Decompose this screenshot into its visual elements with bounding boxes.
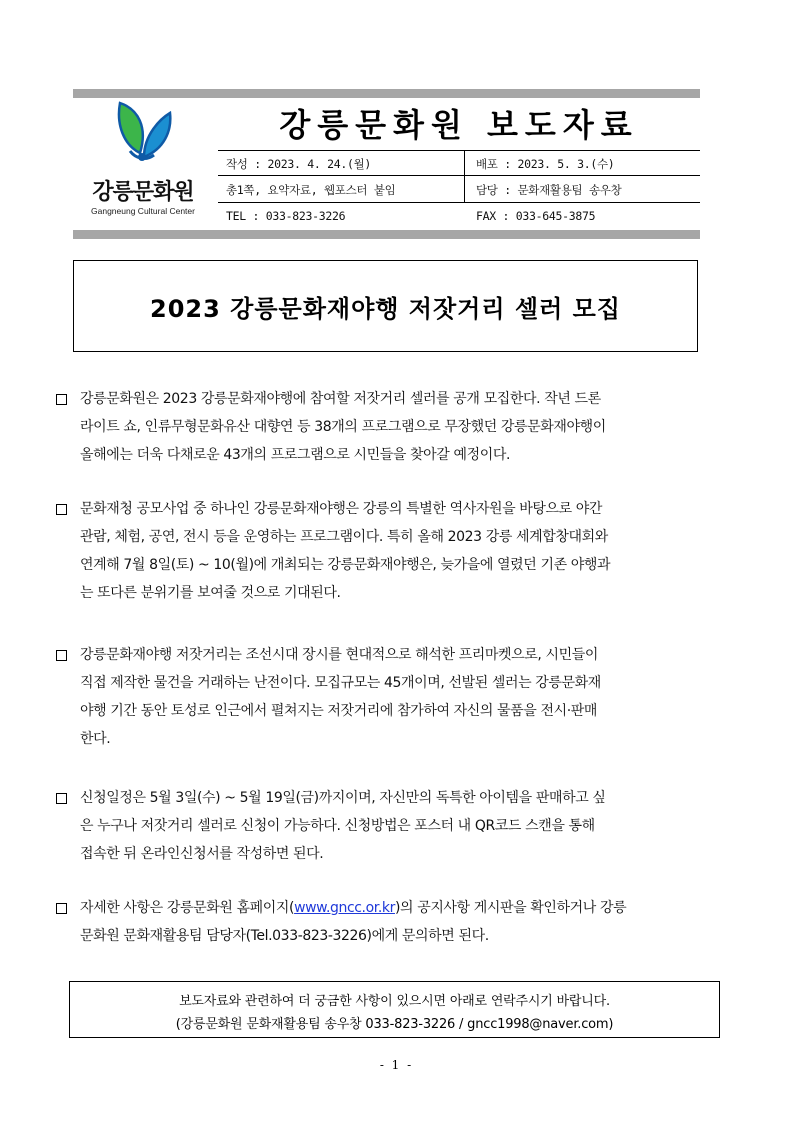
meta-divider [218, 175, 700, 176]
contact-details: (강릉문화원 문화재활용팀 송우창 033-823-3226 / gncc1998@naver.com) [175, 1017, 614, 1032]
paragraph-line: 라이트 쇼, 인류무형문화유산 대향연 등 38개의 프로그램으로 무장했던 강릉문화재야행이 [80, 419, 606, 435]
paragraph-line [80, 896, 626, 920]
contact-message: 보도자료와 관련하여 더 궁금한 사항이 있으시면 아래로 연락주시기 바랍니다. [179, 994, 610, 1009]
written-date: 작성 : 2023. 4. 24.(월) [226, 157, 372, 171]
header-bottom-bar [73, 230, 700, 239]
paragraph-line: 은 누구나 저잣거리 셀러로 신청이 가능하다. 신청방법은 포스터 내 QR코드 스캔을 통해 [80, 818, 595, 834]
paragraph-line: 한다. [80, 731, 111, 747]
paragraph-line: 신청일정은 5월 3일(수) ~ 5월 19일(금)까지이며, 자신만의 독특한 아이템을 판매하고 싶 [80, 790, 606, 806]
paragraph-text: 자세한 사항은 강릉문화원 홈페이지( [80, 900, 295, 916]
paragraph-line: 문화재청 공모사업 중 하나인 강릉문화재야행은 강릉의 특별한 역사자원을 바탕으로 야간 [80, 501, 603, 517]
bullet-box-icon [56, 394, 67, 405]
paragraph-line: 연계해 7월 8일(토) ~ 10(월)에 개최되는 강릉문화재야행은, 늦가을에 열렸던 기존 야행과 [80, 557, 611, 573]
bullet-box-icon [56, 650, 67, 661]
meta-column-divider [464, 150, 465, 202]
homepage-link[interactable]: www.gncc.or.kr [294, 900, 395, 916]
paragraph-line: 문화원 문화재활용팀 담당자(Tel.033-823-3226)에게 문의하면 된다. [80, 928, 489, 944]
leaf-emblem-icon [114, 101, 172, 173]
paragraph-line: 강릉문화재야행 저잣거리는 조선시대 장시를 현대적으로 해석한 프리마켓으로, 시민들이 [80, 647, 598, 663]
bullet-box-icon [56, 793, 67, 804]
paragraph-line: 접속한 뒤 온라인신청서를 작성하면 된다. [80, 846, 324, 862]
headline-box [73, 260, 698, 352]
meta-divider [218, 150, 700, 151]
logo-name: 강릉문화원 [92, 180, 194, 205]
page-number: - 1 - [379, 1058, 414, 1072]
header-top-bar [73, 89, 700, 98]
paragraph-line: 관람, 체험, 공연, 전시 등을 운영하는 프로그램이다. 특히 올해 2023 강릉 세계합창대회와 [80, 529, 608, 545]
organization-logo [78, 101, 206, 226]
paragraph-line: 올해에는 더욱 다채로운 43개의 프로그램으로 시민들을 찾아갈 예정이다. [80, 447, 511, 463]
bullet-box-icon [56, 504, 67, 515]
headline: 2023 강릉문화재야행 저잣거리 셀러 모집 [150, 294, 621, 323]
distribution-date: 배포 : 2023. 5. 3.(수) [476, 157, 615, 171]
paragraph-line: 는 또다른 분위기를 보여줄 것으로 기대된다. [80, 585, 341, 601]
logo-name-english: Gangneung Cultural Center [91, 206, 195, 216]
meta-divider [218, 202, 700, 203]
manager-info: 담당 : 문화재활용팀 송우창 [476, 183, 622, 197]
attachments-info: 총1쪽, 요약자료, 웹포스터 붙임 [226, 183, 396, 197]
bullet-box-icon [56, 903, 67, 914]
paragraph-line: 야행 기간 동안 토성로 인근에서 펼쳐지는 저잣거리에 참가하여 자신의 물품을 전시·판매 [80, 703, 598, 719]
paragraph-line: 강릉문화원은 2023 강릉문화재야행에 참여할 저잣거리 셀러를 공개 모집한다. 작년 드론 [80, 391, 601, 407]
contact-box [69, 981, 720, 1038]
press-release-title: 강릉문화원 보도자료 [279, 106, 639, 144]
fax: FAX : 033-645-3875 [476, 209, 596, 223]
paragraph-text: )의 공지사항 게시판을 확인하거나 강릉 [394, 900, 627, 916]
telephone: TEL : 033-823-3226 [226, 209, 346, 223]
paragraph-line: 직접 제작한 물건을 거래하는 난전이다. 모집규모는 45개이며, 선발된 셀러는 강릉문화재 [80, 675, 601, 691]
